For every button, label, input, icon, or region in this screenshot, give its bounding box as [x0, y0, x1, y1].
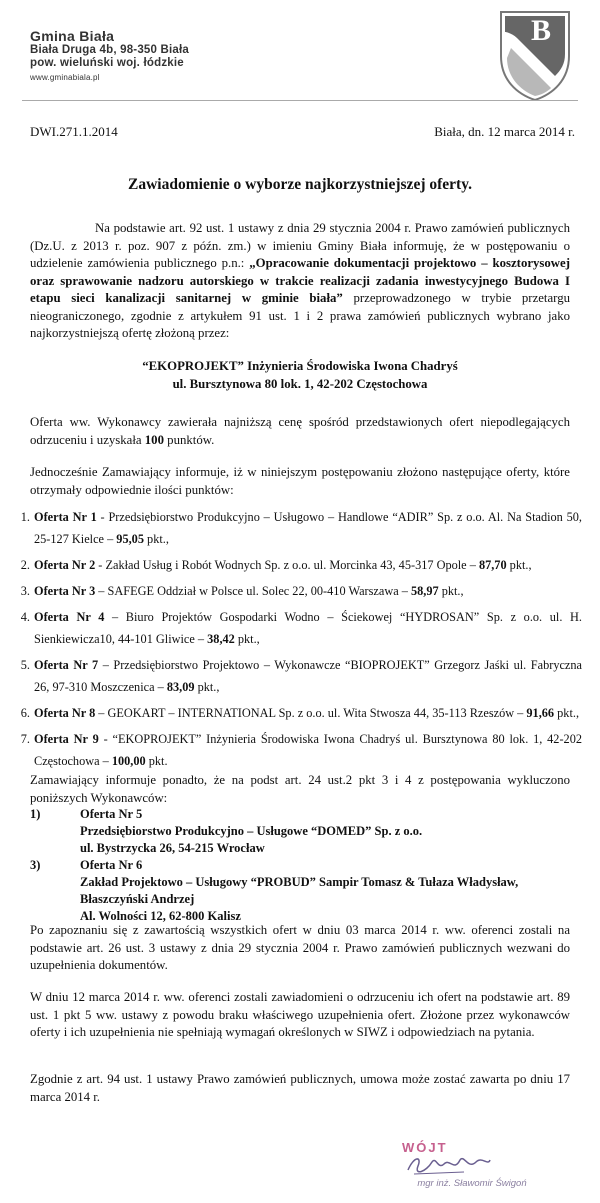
winner-points: 100: [144, 432, 164, 447]
winner-note: Oferta ww. Wykonawcy zawierała najniższą cenę spośród przedstawionych ofert niepodlegających odrzuceniu i uzyskała 100 punktów.: [30, 415, 570, 447]
offer-label: Oferta Nr 8: [34, 706, 96, 720]
offers-list: [12, 506, 582, 776]
gmina-crest-logo: [497, 8, 573, 102]
contract-name: „Opracowanie dokumentacji projektowo – kosztorysowej oraz sprawowanie nadzoru autorskiego w trakcie realizacji zadania inwestycyjnego Budowa I etapu sieci kanalizacji sanitarnej w gminie biała”: [30, 256, 570, 305]
offer-item: [12, 728, 582, 772]
offer-points: 58,97: [410, 584, 439, 598]
document-date: Biała, dn. 12 marca 2014 r.: [434, 124, 575, 139]
gmina-address: Biała Druga 4b, 98-350 Biała: [30, 44, 190, 57]
offer-points: 83,09: [166, 680, 195, 694]
offer-number: 4.: [20, 610, 30, 624]
offer-label: Oferta Nr 2: [34, 558, 96, 572]
offer-suffix: pkt.: [145, 754, 168, 768]
offer-label: Oferta Nr 1: [34, 510, 97, 524]
excluded-line: [30, 823, 570, 840]
offer-number: 3.: [20, 584, 30, 598]
offer-description: - Przedsiębiorstwo Produkcyjno – Usługowo – Handlowe “ADIR” Sp. z o.o. Al. Na Stadion 50, 25-127 Kielce –: [34, 510, 583, 546]
offer-number: 6.: [20, 706, 30, 720]
offer-points: 95,05: [116, 532, 144, 546]
excluded-detail: Zakład Projektowo – Usługowy “PROBUD” Sampir Tomasz & Tułaza Władysław,: [80, 875, 519, 889]
offer-description: – Przedsiębiorstwo Projektowo – Wykonawcze “BIOPROJEKT” Grzegorz Jaśki ul. Fabryczna 26, 97-310 Moszczenica –: [34, 658, 583, 694]
excluded-list: [30, 806, 570, 925]
excluded-line: [30, 891, 570, 908]
offer-text: [34, 506, 582, 550]
offer-number: 1.: [20, 510, 30, 524]
excluded-detail: ul. Bystrzycka 26, 54-215 Wrocław: [80, 841, 265, 855]
offer-label: Oferta Nr 7: [34, 658, 99, 672]
contract-paragraph: Zgodnie z art. 94 ust. 1 ustawy Prawo zamówień publicznych, umowa może zostać zawarta po dniu 17 marca 2014 r.: [30, 1072, 570, 1104]
excluded-intro: Zamawiający informuje ponadto, że na podst art. 24 ust.2 pkt 3 i 4 z postępowania wykluczono poniższych Wykonawców:: [30, 773, 570, 805]
letterhead: [30, 28, 189, 82]
offer-suffix: pkt.,: [554, 706, 580, 720]
offer-suffix: pkt.,: [143, 532, 169, 546]
offer-suffix: pkt.,: [194, 680, 220, 694]
offer-item: [12, 580, 582, 602]
offer-item: [12, 506, 582, 550]
offer-item: [12, 702, 582, 724]
offer-item: [12, 654, 582, 698]
excluded-item: [30, 857, 570, 874]
offer-label: Oferta Nr 3: [34, 584, 96, 598]
offer-text: [34, 554, 582, 576]
offer-text: [34, 654, 582, 698]
documents-paragraph: Po zapoznaniu się z zawartością wszystkich ofert w dniu 03 marca 2014 r. ww. oferenci zostali na podstawie art. 26 ust. 3 ustawy z dnia 29 stycznia 2004 r. Prawo zamówień publicznych wezwani do uzupełnienia dokumentów.: [30, 923, 570, 972]
offer-description: – Biuro Projektów Gospodarki Wodno – Ściekowej “HYDROSAN” Sp. z o.o. ul. H. Sienkiewicza10, 44-101 Gliwice –: [34, 610, 582, 646]
signature-image: [404, 1150, 494, 1180]
offer-suffix: pkt.,: [234, 632, 260, 646]
gmina-website: www.gminabiala.pl: [30, 72, 100, 82]
intro-paragraph: Na podstawie art. 92 ust. 1 ustawy z dnia 29 stycznia 2004 r. Prawo zamówień publicznych (Dz.U. z 2013 r. poz. 907 z późn. zm.) w imieniu Gminy Biała informuję, że w postępowaniu o udzielenie zamówienia publicznego p.n.: „Opracowanie dokumentacji projektowo – kosztorysowej oraz sprawowanie nadzoru autorskiego w trakcie realizacji zadania inwestycyjnego Budowa I etapu sieci kanalizacji sanitarnej w gminie biała” przeprowadzonego w trybie przetargu nieograniczonego, zgodnie z artykułem 91 ust. 1 i 2 prawa zamówień publicznych wybrano jako najkorzystniejszą ofertę złożoną przez:: [30, 221, 570, 340]
excluded-item: [30, 806, 570, 823]
excluded-line: [30, 874, 570, 891]
offer-points: 91,66: [526, 706, 555, 720]
offer-item: [12, 554, 582, 576]
reference-number: DWI.271.1.2014: [30, 124, 118, 139]
offer-number: 7.: [20, 732, 30, 746]
excluded-label: Oferta Nr 5: [80, 807, 143, 821]
offer-description: – SAFEGE Oddział w Polsce ul. Solec 22, 00-410 Warszawa –: [95, 584, 411, 598]
offer-text: [34, 580, 582, 602]
offer-label: Oferta Nr 9: [34, 732, 99, 746]
excluded-detail: Przedsiębiorstwo Produkcyjno – Usługowe “DOMED” Sp. z o.o.: [80, 824, 423, 838]
offer-suffix: pkt.,: [506, 558, 532, 572]
excluded-detail: Al. Wolności 12, 62-800 Kalisz: [80, 909, 241, 923]
offer-points: 100,00: [111, 754, 146, 768]
stamp-title: WÓJT: [402, 1140, 448, 1155]
offer-points: 38,42: [207, 632, 235, 646]
crest-letter: B: [530, 14, 552, 47]
offer-number: 2.: [20, 558, 30, 572]
rejection-paragraph: W dniu 12 marca 2014 r. ww. oferenci zostali zawiadomieni o odrzuceniu ich ofert na podstawie art. 89 ust. 1 pkt 5 ww. ustawy z powodu braku właściwego uzupełnienia ofert. Złożone przez wykonawców oferty i ich uzupełnienia nie spełniają wymagań określonych w SIWZ i odpowiedziach na pytania.: [30, 990, 570, 1039]
offers-intro: Jednocześnie Zamawiający informuje, iż w niniejszym postępowaniu złożono następujące oferty, które otrzymały odpowiednie ilości punktów:: [30, 465, 570, 497]
excluded-label: Oferta Nr 6: [80, 858, 143, 872]
excluded-number: 3): [30, 858, 41, 872]
excluded-line: [30, 840, 570, 857]
offer-description: - “EKOPROJEKT” Inżynieria Środowiska Iwona Chadryś ul. Bursztynowa 80 lok. 1, 42-202 Częstochowa –: [34, 732, 582, 768]
offer-suffix: pkt.,: [438, 584, 464, 598]
offer-label: Oferta Nr 4: [34, 610, 105, 624]
offer-points: 87,70: [478, 558, 507, 572]
excluded-number: 1): [30, 807, 41, 821]
winner-block: [30, 358, 570, 393]
offer-description: – GEOKART – INTERNATIONAL Sp. z o.o. ul. Wita Stwosza 44, 35-113 Rzeszów –: [95, 706, 527, 720]
offer-text: [34, 728, 582, 772]
winner-name: “EKOPROJEKT” Inżynieria Środowiska Iwona Chadryś: [142, 359, 458, 373]
offer-text: [34, 702, 582, 724]
offer-item: [12, 606, 582, 650]
document-title: Zawiadomienie o wyborze najkorzystniejszej oferty.: [128, 176, 472, 193]
header-divider: [22, 100, 578, 101]
gmina-name: Gmina Biała: [30, 28, 115, 44]
excluded-detail: Błaszczyński Andrzej: [80, 892, 195, 906]
offer-description: - Zakład Usług i Robót Wodnych Sp. z o.o. ul. Morcinka 43, 45-317 Opole –: [95, 558, 479, 572]
gmina-district: pow. wieluński woj. łódzkie: [30, 57, 184, 70]
stamp-name: mgr inż. Sławomir Świgoń: [417, 1178, 527, 1189]
offer-number: 5.: [20, 658, 30, 672]
offer-text: [34, 606, 582, 650]
winner-address: ul. Bursztynowa 80 lok. 1, 42-202 Częstochowa: [172, 376, 428, 391]
